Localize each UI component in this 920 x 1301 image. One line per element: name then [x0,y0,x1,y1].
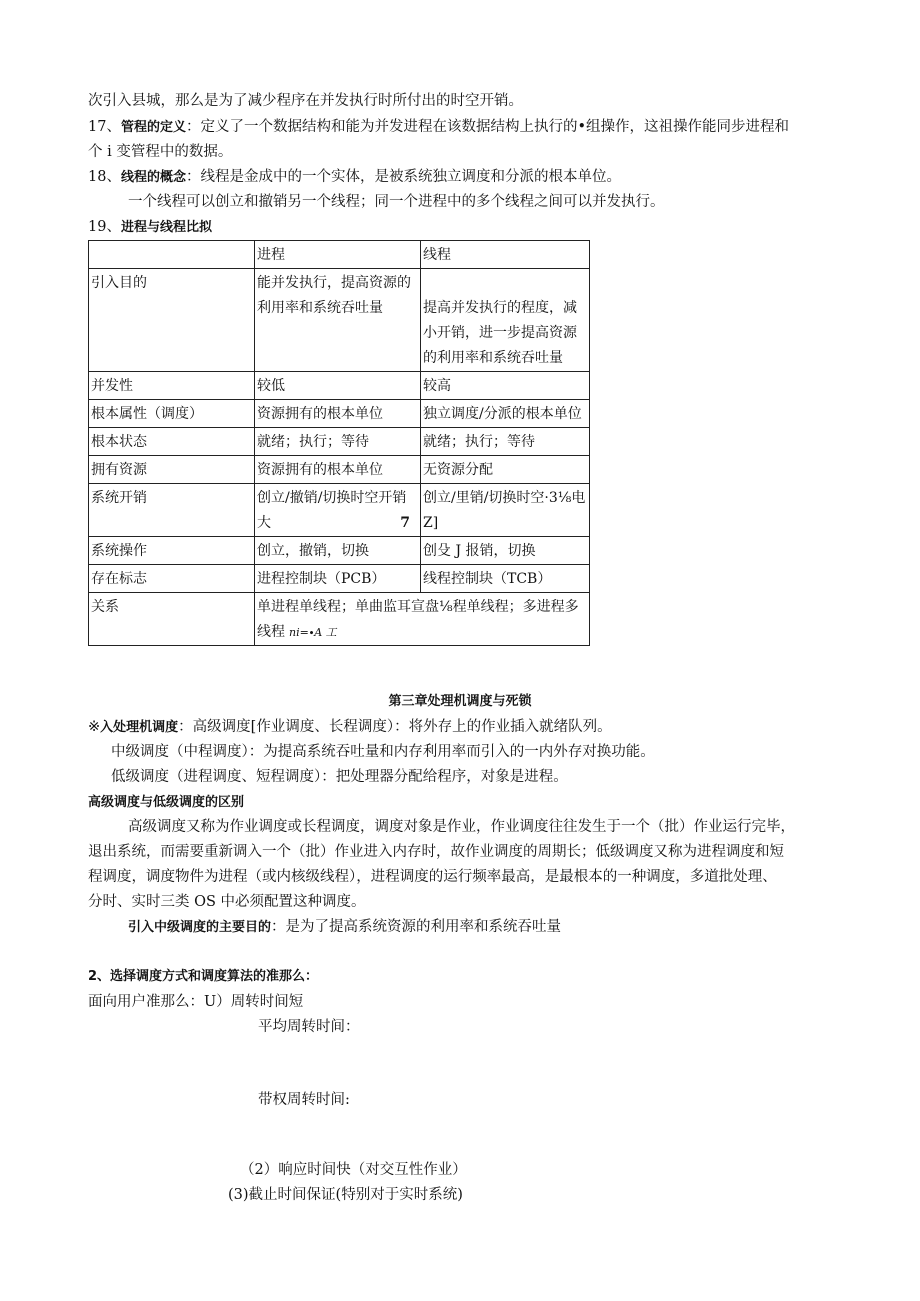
table-row [89,456,590,484]
table-row-label: 关系 [89,593,255,646]
table-cell-process: 能并发执行，提高资源的利用率和系统吞吐量 [255,269,421,372]
item-19-line [88,217,212,238]
item-17-continuation: 个 i 变管程中的数据。 [88,144,233,160]
table-row-label: 系统开销 [89,484,255,537]
table-cell-relation [255,593,590,646]
table-cell-thread: 创立/里销/切换时空·3⅛电 Z] [421,484,590,537]
table-row-label: 拥有资源 [89,456,255,484]
table-cell-process: 创立，撤销，切换 [255,537,421,565]
item-18-continuation: 一个线程可以创立和撤销另一个线程；同一个进程中的多个线程之间可以并发执行。 [128,194,665,210]
table-row-label: 引入目的 [89,269,255,372]
table-row [89,484,590,537]
table-row-label: 根本属性（调度） [89,400,255,428]
section-heading: 高级调度与低级调度的区别 [88,795,245,810]
cell-text: 创立/撤销/切换时空开销大 [257,490,407,531]
avg-turnaround-label: 平均周转时间： [258,1019,360,1035]
table-row [89,565,590,593]
table-row-label: 根本状态 [89,428,255,456]
table-cell-thread: 无资源分配 [421,456,590,484]
item-label: 管程的定义 [120,120,186,135]
table-cell-thread: 较高 [421,372,590,400]
table-cell-thread: 独立调度/分派的根本单位 [421,400,590,428]
item-label: 进程与线程比拟 [120,220,212,235]
item-number: 18、 [88,169,121,185]
process-thread-comparison-table [88,240,590,646]
mid-goal-line [128,917,561,938]
table-header-cell: 进程 [255,241,421,269]
weighted-turnaround-label: 带权周转时间: [258,1092,350,1108]
table-row-label: 系统操作 [89,537,255,565]
table-cell-process: 资源拥有的根本单位 [255,400,421,428]
table-row [89,593,590,646]
item-17-line [88,117,789,138]
cell-note: ni=∙A 工 [289,626,337,639]
chapter-title: 第三章处理机调度与死锁 [388,694,532,709]
paragraph-line: 程调度，调度物件为进程（或内核级线程），进程调度的运行频率最高，是最根本的一种调度，多道批处理、 [88,869,777,885]
mid-goal-label: 引入中级调度的主要目的 [128,920,272,935]
paragraph-line: 高级调度又称为作业调度或长程调度，调度对象是作业，作业调度往往发生于一个（批）作业运行完毕， [128,819,795,835]
table-cell-process: 进程控制块（PCB） [255,565,421,593]
table-row-label: 存在标志 [89,565,255,593]
item-number: 19、 [88,219,121,235]
item-label: 线程的概念 [120,170,186,185]
reference-mark: ※ [88,719,101,735]
table-row [89,400,590,428]
intro-label: 入处理机调度 [100,720,179,735]
table-row [89,428,590,456]
paragraph-line: 退出系统，而需要重新调入一个（批）作业进入内存时，故作业调度的周期长；低级调度又称为进程调度和短 [88,844,784,860]
cell-text: 单进程单线程；单曲监耳宣盘⅛程单线程；多进程多线程 [257,599,579,640]
table-row [89,537,590,565]
user-criteria-line: 面向用户准那么：U）周转时间短 [88,994,304,1010]
response-time-line: （2）响应时间快（对交互性作业） [240,1162,467,1178]
item-18-line [88,167,621,188]
item-text: ：定义了一个数据结构和能为并发进程在该数据结构上执行的•组操作，这祖操作能同步进程和 [185,119,790,135]
item-text: ：线程是金成中的一个实体，是被系统独立调度和分派的根本单位。 [185,169,621,185]
table-row [89,269,590,372]
mid-goal-text: ：是为了提高系统资源的利用率和系统吞吐量 [271,919,562,935]
table-cell-process: 资源拥有的根本单位 [255,456,421,484]
table-cell-process: 较低 [255,372,421,400]
table-header-row [89,241,590,269]
criteria-heading: 2、选择调度方式和调度算法的准那么： [88,969,319,984]
table-header-cell [89,241,255,269]
table-row-label: 并发性 [89,372,255,400]
table-cell-thread: 线程控制块（TCB） [421,565,590,593]
table-cell-thread: 创殳 J 报销，切换 [421,537,590,565]
table-cell-thread: 提高并发执行的程度，减小开销，进一步提高资源的利用率和系统吞吐量 [421,269,590,372]
table-cell-process [255,484,421,537]
deadline-line: (3)截止时间保证(特别对于实时系统) [228,1187,463,1203]
table-row [89,372,590,400]
text-line-1: 次引入县城，那么是为了减少程序在并发执行时所付出的时空开销。 [88,93,523,109]
intro-text: ：高级调度[作业调度、长程调度）：将外存上的作业插入就绪队列。 [178,719,612,735]
low-scheduling-line: 低级调度（进程调度、短程调度）：把处理器分配给程序，对象是进程。 [111,769,568,785]
table-cell-process: 就绪；执行；等待 [255,428,421,456]
item-number: 17、 [88,119,121,135]
table-cell-thread: 就绪；执行；等待 [421,428,590,456]
scheduling-intro-line [88,717,612,738]
mid-scheduling-line: 中级调度（中程调度）：为提高系统吞吐量和内存利用率而引入的一内外存对换功能。 [111,744,655,760]
table-header-cell: 线程 [421,241,590,269]
paragraph-line: 分时、实时三类 OS 中必须配置这种调度。 [88,894,366,910]
handwritten-mark: 7 [400,515,410,531]
